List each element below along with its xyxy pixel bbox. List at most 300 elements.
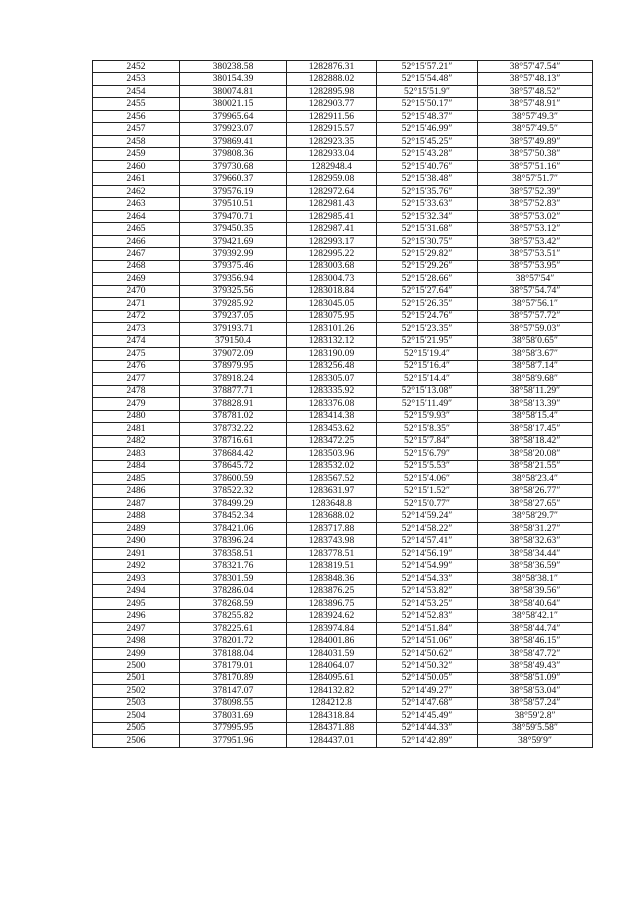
- longitude-cell: 38°57′53.42″: [478, 235, 593, 247]
- longitude-cell: 38°58′47.72″: [478, 647, 593, 659]
- y-coordinate-cell: 1283305.07: [287, 373, 377, 385]
- y-coordinate-cell: 1282948.4: [287, 160, 377, 172]
- point-number-cell: 2492: [93, 560, 180, 572]
- x-coordinate-cell: 378645.72: [180, 460, 287, 472]
- table-row: [93, 585, 593, 597]
- latitude-cell: 52°14′51.84″: [377, 622, 478, 634]
- y-coordinate-cell: 1283045.05: [287, 298, 377, 310]
- x-coordinate-cell: 378781.02: [180, 410, 287, 422]
- table-row: [93, 610, 593, 622]
- table-row: [93, 472, 593, 484]
- x-coordinate-cell: 378452.34: [180, 510, 287, 522]
- point-number-cell: 2452: [93, 61, 180, 73]
- latitude-cell: 52°15′1.52″: [377, 485, 478, 497]
- y-coordinate-cell: 1283876.25: [287, 585, 377, 597]
- point-number-cell: 2478: [93, 385, 180, 397]
- point-number-cell: 2487: [93, 497, 180, 509]
- table-row: [93, 660, 593, 672]
- point-number-cell: 2480: [93, 410, 180, 422]
- x-coordinate-cell: 378188.04: [180, 647, 287, 659]
- latitude-cell: 52°15′30.75″: [377, 235, 478, 247]
- longitude-cell: 38°58′36.59″: [478, 560, 593, 572]
- longitude-cell: 38°59′5.58″: [478, 722, 593, 734]
- point-number-cell: 2476: [93, 360, 180, 372]
- latitude-cell: 52°14′58.22″: [377, 522, 478, 534]
- y-coordinate-cell: 1282903.77: [287, 98, 377, 110]
- longitude-cell: 38°58′34.44″: [478, 547, 593, 559]
- x-coordinate-cell: 377995.95: [180, 722, 287, 734]
- latitude-cell: 52°14′56.19″: [377, 547, 478, 559]
- point-number-cell: 2466: [93, 235, 180, 247]
- y-coordinate-cell: 1283335.92: [287, 385, 377, 397]
- y-coordinate-cell: 1282888.02: [287, 73, 377, 85]
- x-coordinate-cell: 379325.56: [180, 285, 287, 297]
- table-row: [93, 410, 593, 422]
- longitude-cell: 38°57′53.02″: [478, 210, 593, 222]
- longitude-cell: 38°58′11.29″: [478, 385, 593, 397]
- longitude-cell: 38°57′54.74″: [478, 285, 593, 297]
- longitude-cell: 38°59′9″: [478, 735, 593, 747]
- latitude-cell: 52°14′49.27″: [377, 685, 478, 697]
- point-number-cell: 2496: [93, 610, 180, 622]
- table-row: [93, 373, 593, 385]
- y-coordinate-cell: 1282985.41: [287, 210, 377, 222]
- latitude-cell: 52°15′16.4″: [377, 360, 478, 372]
- longitude-cell: 38°58′27.65″: [478, 497, 593, 509]
- latitude-cell: 52°15′5.53″: [377, 460, 478, 472]
- y-coordinate-cell: 1283924.62: [287, 610, 377, 622]
- y-coordinate-cell: 1283648.8: [287, 497, 377, 509]
- latitude-cell: 52°15′45.25″: [377, 135, 478, 147]
- point-number-cell: 2482: [93, 435, 180, 447]
- table-row: [93, 360, 593, 372]
- x-coordinate-cell: 378600.59: [180, 472, 287, 484]
- y-coordinate-cell: 1283743.98: [287, 535, 377, 547]
- y-coordinate-cell: 1282933.04: [287, 148, 377, 160]
- point-number-cell: 2468: [93, 260, 180, 272]
- x-coordinate-cell: 380154.39: [180, 73, 287, 85]
- longitude-cell: 38°58′9.68″: [478, 373, 593, 385]
- longitude-cell: 38°57′48.13″: [478, 73, 593, 85]
- x-coordinate-cell: 379375.46: [180, 260, 287, 272]
- table-row: [93, 173, 593, 185]
- table-row: [93, 61, 593, 73]
- latitude-cell: 52°15′29.82″: [377, 248, 478, 260]
- x-coordinate-cell: 379730.68: [180, 160, 287, 172]
- y-coordinate-cell: 1282911.56: [287, 110, 377, 122]
- table-row: [93, 335, 593, 347]
- y-coordinate-cell: 1284437.01: [287, 735, 377, 747]
- table-row: [93, 148, 593, 160]
- x-coordinate-cell: 377951.96: [180, 735, 287, 747]
- table-row: [93, 635, 593, 647]
- y-coordinate-cell: 1282915.57: [287, 123, 377, 135]
- longitude-cell: 38°58′49.43″: [478, 660, 593, 672]
- y-coordinate-cell: 1283453.62: [287, 423, 377, 435]
- x-coordinate-cell: 379965.64: [180, 110, 287, 122]
- y-coordinate-cell: 1284318.84: [287, 710, 377, 722]
- point-number-cell: 2474: [93, 335, 180, 347]
- latitude-cell: 52°15′31.68″: [377, 223, 478, 235]
- latitude-cell: 52°14′52.83″: [377, 610, 478, 622]
- latitude-cell: 52°15′13.08″: [377, 385, 478, 397]
- y-coordinate-cell: 1283848.36: [287, 572, 377, 584]
- table-row: [93, 260, 593, 272]
- longitude-cell: 38°57′54″: [478, 273, 593, 285]
- latitude-cell: 52°15′32.34″: [377, 210, 478, 222]
- point-number-cell: 2469: [93, 273, 180, 285]
- y-coordinate-cell: 1282993.17: [287, 235, 377, 247]
- longitude-cell: 38°57′51.16″: [478, 160, 593, 172]
- latitude-cell: 52°14′54.99″: [377, 560, 478, 572]
- y-coordinate-cell: 1283414.38: [287, 410, 377, 422]
- table-row: [93, 672, 593, 684]
- table-row: [93, 385, 593, 397]
- x-coordinate-cell: 378268.59: [180, 597, 287, 609]
- latitude-cell: 52°14′54.33″: [377, 572, 478, 584]
- x-coordinate-cell: 378031.69: [180, 710, 287, 722]
- table-row: [93, 722, 593, 734]
- table-row: [93, 198, 593, 210]
- x-coordinate-cell: 379450.35: [180, 223, 287, 235]
- table-row: [93, 735, 593, 747]
- table-row: [93, 423, 593, 435]
- x-coordinate-cell: 378301.59: [180, 572, 287, 584]
- y-coordinate-cell: 1282972.64: [287, 185, 377, 197]
- point-number-cell: 2493: [93, 572, 180, 584]
- latitude-cell: 52°14′42.89″: [377, 735, 478, 747]
- longitude-cell: 38°57′49.5″: [478, 123, 593, 135]
- x-coordinate-cell: 379869.41: [180, 135, 287, 147]
- longitude-cell: 38°58′7.14″: [478, 360, 593, 372]
- y-coordinate-cell: 1283532.02: [287, 460, 377, 472]
- latitude-cell: 52°14′50.32″: [377, 660, 478, 672]
- table-row: [93, 210, 593, 222]
- x-coordinate-cell: 378286.04: [180, 585, 287, 597]
- point-number-cell: 2504: [93, 710, 180, 722]
- longitude-cell: 38°58′31.27″: [478, 522, 593, 534]
- y-coordinate-cell: 1283567.52: [287, 472, 377, 484]
- y-coordinate-cell: 1283819.51: [287, 560, 377, 572]
- coordinates-table-body: [93, 61, 593, 748]
- x-coordinate-cell: 379193.71: [180, 323, 287, 335]
- table-row: [93, 485, 593, 497]
- longitude-cell: 38°58′32.63″: [478, 535, 593, 547]
- longitude-cell: 38°57′47.54″: [478, 61, 593, 73]
- x-coordinate-cell: 378201.72: [180, 635, 287, 647]
- table-row: [93, 647, 593, 659]
- y-coordinate-cell: 1282995.22: [287, 248, 377, 260]
- longitude-cell: 38°57′57.72″: [478, 310, 593, 322]
- latitude-cell: 52°15′0.77″: [377, 497, 478, 509]
- y-coordinate-cell: 1284001.86: [287, 635, 377, 647]
- table-row: [93, 448, 593, 460]
- table-row: [93, 160, 593, 172]
- point-number-cell: 2470: [93, 285, 180, 297]
- latitude-cell: 52°14′59.24″: [377, 510, 478, 522]
- x-coordinate-cell: 378147.07: [180, 685, 287, 697]
- table-row: [93, 110, 593, 122]
- y-coordinate-cell: 1283004.73: [287, 273, 377, 285]
- latitude-cell: 52°15′28.66″: [377, 273, 478, 285]
- point-number-cell: 2459: [93, 148, 180, 160]
- y-coordinate-cell: 1283256.48: [287, 360, 377, 372]
- longitude-cell: 38°58′20.08″: [478, 448, 593, 460]
- longitude-cell: 38°58′13.39″: [478, 398, 593, 410]
- longitude-cell: 38°58′17.45″: [478, 423, 593, 435]
- y-coordinate-cell: 1283101.26: [287, 323, 377, 335]
- point-number-cell: 2454: [93, 85, 180, 97]
- point-number-cell: 2489: [93, 522, 180, 534]
- point-number-cell: 2495: [93, 597, 180, 609]
- point-number-cell: 2485: [93, 472, 180, 484]
- y-coordinate-cell: 1284371.88: [287, 722, 377, 734]
- longitude-cell: 38°58′21.55″: [478, 460, 593, 472]
- point-number-cell: 2486: [93, 485, 180, 497]
- x-coordinate-cell: 379576.19: [180, 185, 287, 197]
- y-coordinate-cell: 1283503.96: [287, 448, 377, 460]
- latitude-cell: 52°14′45.49″: [377, 710, 478, 722]
- y-coordinate-cell: 1283688.02: [287, 510, 377, 522]
- y-coordinate-cell: 1283472.25: [287, 435, 377, 447]
- point-number-cell: 2483: [93, 448, 180, 460]
- point-number-cell: 2453: [93, 73, 180, 85]
- longitude-cell: 38°58′15.4″: [478, 410, 593, 422]
- longitude-cell: 38°58′38.1″: [478, 572, 593, 584]
- y-coordinate-cell: 1284031.59: [287, 647, 377, 659]
- point-number-cell: 2467: [93, 248, 180, 260]
- table-row: [93, 685, 593, 697]
- latitude-cell: 52°15′21.95″: [377, 335, 478, 347]
- point-number-cell: 2472: [93, 310, 180, 322]
- x-coordinate-cell: 380021.15: [180, 98, 287, 110]
- latitude-cell: 52°14′50.05″: [377, 672, 478, 684]
- y-coordinate-cell: 1282987.41: [287, 223, 377, 235]
- longitude-cell: 38°58′39.56″: [478, 585, 593, 597]
- y-coordinate-cell: 1283003.68: [287, 260, 377, 272]
- x-coordinate-cell: 378179.01: [180, 660, 287, 672]
- y-coordinate-cell: 1284212.8: [287, 697, 377, 709]
- point-number-cell: 2497: [93, 622, 180, 634]
- x-coordinate-cell: 380238.58: [180, 61, 287, 73]
- table-row: [93, 435, 593, 447]
- y-coordinate-cell: 1282981.43: [287, 198, 377, 210]
- table-row: [93, 497, 593, 509]
- table-row: [93, 572, 593, 584]
- latitude-cell: 52°15′11.49″: [377, 398, 478, 410]
- point-number-cell: 2491: [93, 547, 180, 559]
- x-coordinate-cell: 378918.24: [180, 373, 287, 385]
- x-coordinate-cell: 378499.29: [180, 497, 287, 509]
- longitude-cell: 38°58′57.24″: [478, 697, 593, 709]
- point-number-cell: 2458: [93, 135, 180, 147]
- table-row: [93, 535, 593, 547]
- longitude-cell: 38°57′52.39″: [478, 185, 593, 197]
- point-number-cell: 2505: [93, 722, 180, 734]
- x-coordinate-cell: 378421.06: [180, 522, 287, 534]
- latitude-cell: 52°15′26.35″: [377, 298, 478, 310]
- latitude-cell: 52°15′48.37″: [377, 110, 478, 122]
- table-row: [93, 597, 593, 609]
- point-number-cell: 2464: [93, 210, 180, 222]
- x-coordinate-cell: 379808.36: [180, 148, 287, 160]
- table-row: [93, 522, 593, 534]
- longitude-cell: 38°58′51.09″: [478, 672, 593, 684]
- table-row: [93, 348, 593, 360]
- y-coordinate-cell: 1282923.35: [287, 135, 377, 147]
- table-row: [93, 223, 593, 235]
- latitude-cell: 52°15′40.76″: [377, 160, 478, 172]
- table-row: [93, 547, 593, 559]
- latitude-cell: 52°15′29.26″: [377, 260, 478, 272]
- x-coordinate-cell: 378877.71: [180, 385, 287, 397]
- table-row: [93, 73, 593, 85]
- x-coordinate-cell: 379285.92: [180, 298, 287, 310]
- x-coordinate-cell: 379237.05: [180, 310, 287, 322]
- table-row: [93, 510, 593, 522]
- table-row: [93, 235, 593, 247]
- table-row: [93, 185, 593, 197]
- longitude-cell: 38°57′52.83″: [478, 198, 593, 210]
- longitude-cell: 38°58′42.1″: [478, 610, 593, 622]
- x-coordinate-cell: 378522.32: [180, 485, 287, 497]
- point-number-cell: 2456: [93, 110, 180, 122]
- latitude-cell: 52°15′23.35″: [377, 323, 478, 335]
- latitude-cell: 52°15′9.93″: [377, 410, 478, 422]
- x-coordinate-cell: 379510.51: [180, 198, 287, 210]
- x-coordinate-cell: 378828.91: [180, 398, 287, 410]
- longitude-cell: 38°59′2.8″: [478, 710, 593, 722]
- point-number-cell: 2463: [93, 198, 180, 210]
- table-row: [93, 697, 593, 709]
- table-row: [93, 622, 593, 634]
- point-number-cell: 2471: [93, 298, 180, 310]
- x-coordinate-cell: 378255.82: [180, 610, 287, 622]
- point-number-cell: 2481: [93, 423, 180, 435]
- longitude-cell: 38°58′18.42″: [478, 435, 593, 447]
- x-coordinate-cell: 378716.61: [180, 435, 287, 447]
- table-row: [93, 710, 593, 722]
- point-number-cell: 2500: [93, 660, 180, 672]
- table-row: [93, 398, 593, 410]
- y-coordinate-cell: 1283896.75: [287, 597, 377, 609]
- y-coordinate-cell: 1283190.09: [287, 348, 377, 360]
- point-number-cell: 2477: [93, 373, 180, 385]
- table-row: [93, 98, 593, 110]
- longitude-cell: 38°58′46.15″: [478, 635, 593, 647]
- latitude-cell: 52°15′35.76″: [377, 185, 478, 197]
- table-row: [93, 298, 593, 310]
- table-row: [93, 285, 593, 297]
- longitude-cell: 38°58′0.65″: [478, 335, 593, 347]
- longitude-cell: 38°58′23.4″: [478, 472, 593, 484]
- latitude-cell: 52°15′8.35″: [377, 423, 478, 435]
- x-coordinate-cell: 379923.07: [180, 123, 287, 135]
- x-coordinate-cell: 379660.37: [180, 173, 287, 185]
- point-number-cell: 2499: [93, 647, 180, 659]
- latitude-cell: 52°15′19.4″: [377, 348, 478, 360]
- point-number-cell: 2494: [93, 585, 180, 597]
- y-coordinate-cell: 1282895.98: [287, 85, 377, 97]
- x-coordinate-cell: 378732.22: [180, 423, 287, 435]
- point-number-cell: 2455: [93, 98, 180, 110]
- latitude-cell: 52°15′33.63″: [377, 198, 478, 210]
- point-number-cell: 2475: [93, 348, 180, 360]
- x-coordinate-cell: 378396.24: [180, 535, 287, 547]
- latitude-cell: 52°15′14.4″: [377, 373, 478, 385]
- y-coordinate-cell: 1283376.08: [287, 398, 377, 410]
- table-row: [93, 310, 593, 322]
- latitude-cell: 52°15′46.99″: [377, 123, 478, 135]
- latitude-cell: 52°15′6.79″: [377, 448, 478, 460]
- latitude-cell: 52°14′57.41″: [377, 535, 478, 547]
- longitude-cell: 38°58′26.77″: [478, 485, 593, 497]
- y-coordinate-cell: 1282959.08: [287, 173, 377, 185]
- table-row: [93, 248, 593, 260]
- longitude-cell: 38°57′49.89″: [478, 135, 593, 147]
- longitude-cell: 38°58′53.04″: [478, 685, 593, 697]
- point-number-cell: 2498: [93, 635, 180, 647]
- point-number-cell: 2488: [93, 510, 180, 522]
- x-coordinate-cell: 379421.69: [180, 235, 287, 247]
- x-coordinate-cell: 378358.51: [180, 547, 287, 559]
- point-number-cell: 2506: [93, 735, 180, 747]
- latitude-cell: 52°14′51.06″: [377, 635, 478, 647]
- point-number-cell: 2484: [93, 460, 180, 472]
- latitude-cell: 52°14′47.68″: [377, 697, 478, 709]
- point-number-cell: 2461: [93, 173, 180, 185]
- y-coordinate-cell: 1283631.97: [287, 485, 377, 497]
- x-coordinate-cell: 378170.89: [180, 672, 287, 684]
- longitude-cell: 38°57′53.12″: [478, 223, 593, 235]
- table-row: [93, 135, 593, 147]
- latitude-cell: 52°14′53.82″: [377, 585, 478, 597]
- table-row: [93, 273, 593, 285]
- longitude-cell: 38°57′59.03″: [478, 323, 593, 335]
- latitude-cell: 52°15′50.17″: [377, 98, 478, 110]
- y-coordinate-cell: 1284095.61: [287, 672, 377, 684]
- x-coordinate-cell: 378321.76: [180, 560, 287, 572]
- x-coordinate-cell: 378979.95: [180, 360, 287, 372]
- x-coordinate-cell: 379392.99: [180, 248, 287, 260]
- latitude-cell: 52°15′54.48″: [377, 73, 478, 85]
- x-coordinate-cell: 379470.71: [180, 210, 287, 222]
- y-coordinate-cell: 1283974.84: [287, 622, 377, 634]
- point-number-cell: 2460: [93, 160, 180, 172]
- y-coordinate-cell: 1282876.31: [287, 61, 377, 73]
- longitude-cell: 38°57′56.1″: [478, 298, 593, 310]
- latitude-cell: 52°15′38.48″: [377, 173, 478, 185]
- x-coordinate-cell: 378684.42: [180, 448, 287, 460]
- y-coordinate-cell: 1283018.84: [287, 285, 377, 297]
- point-number-cell: 2490: [93, 535, 180, 547]
- y-coordinate-cell: 1283717.88: [287, 522, 377, 534]
- table-row: [93, 460, 593, 472]
- point-number-cell: 2479: [93, 398, 180, 410]
- point-number-cell: 2465: [93, 223, 180, 235]
- latitude-cell: 52°15′24.76″: [377, 310, 478, 322]
- table-row: [93, 123, 593, 135]
- point-number-cell: 2501: [93, 672, 180, 684]
- longitude-cell: 38°57′48.91″: [478, 98, 593, 110]
- point-number-cell: 2502: [93, 685, 180, 697]
- y-coordinate-cell: 1284132.82: [287, 685, 377, 697]
- x-coordinate-cell: 378225.61: [180, 622, 287, 634]
- longitude-cell: 38°58′29.7″: [478, 510, 593, 522]
- latitude-cell: 52°15′27.64″: [377, 285, 478, 297]
- longitude-cell: 38°57′51.7″: [478, 173, 593, 185]
- latitude-cell: 52°15′57.21″: [377, 61, 478, 73]
